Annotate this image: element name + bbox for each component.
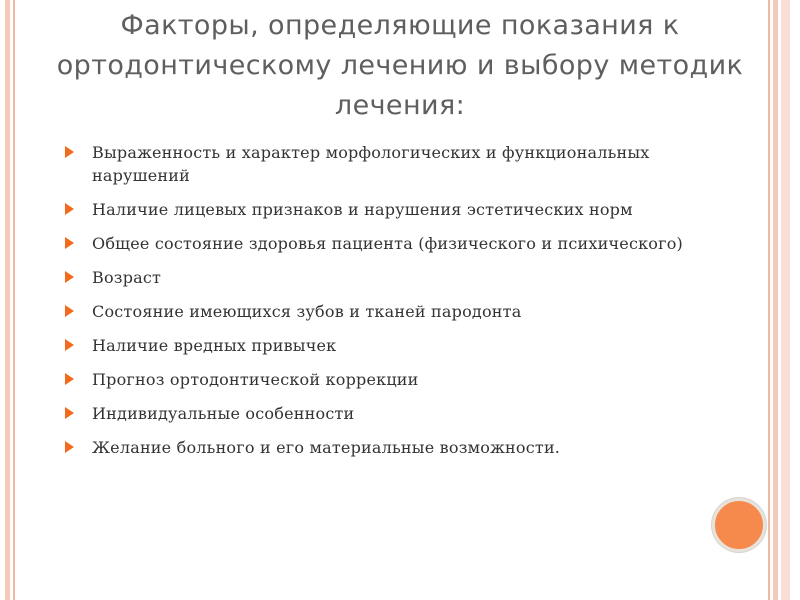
bullet-text: Выраженность и характер морфологических и функциональных нарушений: [92, 143, 650, 185]
right-stripe-medium: [773, 0, 778, 600]
bullet-text: Наличие лицевых признаков и нарушения эстетических норм: [92, 200, 633, 219]
bullet-text: Желание больного и его материальные возможности.: [92, 438, 561, 457]
slide-title: Факторы, определяющие показания к ортодонтическому лечению и выбору методик лечения:: [56, 10, 744, 121]
left-stripe-wide: [5, 0, 10, 600]
bullet-item: [64, 198, 684, 221]
orange-triangle-bullet-icon: [65, 373, 74, 385]
left-stripe-thin: [13, 0, 15, 600]
bullet-item: [64, 232, 684, 255]
orange-triangle-bullet-icon: [65, 407, 74, 419]
bullet-item: [64, 436, 684, 459]
orange-triangle-bullet-icon: [65, 271, 74, 283]
bullet-text: Индивидуальные особенности: [92, 404, 355, 423]
bullet-text: Состояние имеющихся зубов и тканей пародонта: [92, 302, 522, 321]
orange-circle-icon: [712, 498, 766, 552]
orange-triangle-bullet-icon: [65, 203, 74, 215]
orange-triangle-bullet-icon: [65, 237, 74, 249]
bullet-text: Прогноз ортодонтической коррекции: [92, 370, 419, 389]
right-stripe-thin: [768, 0, 770, 600]
right-stripe-wide: [781, 0, 790, 600]
bullet-item: [64, 368, 684, 391]
orange-triangle-bullet-icon: [65, 441, 74, 453]
bullet-item: [64, 300, 684, 323]
bullet-list: [64, 141, 684, 470]
bullet-text: Наличие вредных привычек: [92, 336, 337, 355]
bullet-item: [64, 402, 684, 425]
bullet-item: [64, 141, 684, 187]
bullet-text: Общее состояние здоровья пациента (физического и психического): [92, 234, 684, 253]
bullet-item: [64, 266, 684, 289]
bullet-text: Возраст: [92, 268, 162, 287]
orange-triangle-bullet-icon: [65, 305, 74, 317]
orange-triangle-bullet-icon: [65, 339, 74, 351]
bullet-item: [64, 334, 684, 357]
orange-triangle-bullet-icon: [65, 146, 74, 158]
